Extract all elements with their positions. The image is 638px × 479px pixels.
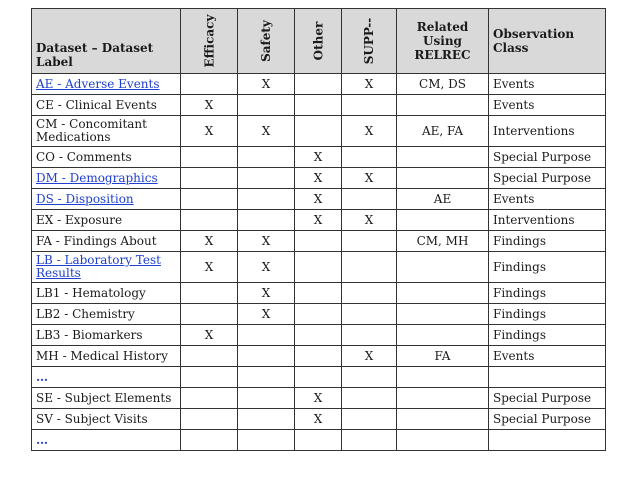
other-cell bbox=[295, 252, 342, 283]
table-row bbox=[32, 346, 606, 367]
other-cell bbox=[295, 346, 342, 367]
observation-class-cell: Interventions bbox=[489, 116, 606, 147]
dataset-label: LB3 - Biomarkers bbox=[36, 328, 143, 342]
supp-cell bbox=[342, 231, 397, 252]
other-cell bbox=[295, 430, 342, 451]
dataset-label-cell bbox=[32, 346, 181, 367]
supp-cell bbox=[342, 189, 397, 210]
dataset-label-cell[interactable] bbox=[32, 189, 181, 210]
other-cell: X bbox=[295, 189, 342, 210]
safety-cell: X bbox=[238, 304, 295, 325]
dataset-label: LB2 - Chemistry bbox=[36, 307, 135, 321]
related-cell bbox=[397, 283, 489, 304]
dataset-label-cell[interactable] bbox=[32, 168, 181, 189]
supp-cell: X bbox=[342, 168, 397, 189]
safety-cell bbox=[238, 346, 295, 367]
safety-cell: X bbox=[238, 231, 295, 252]
safety-cell: X bbox=[238, 283, 295, 304]
other-cell bbox=[295, 304, 342, 325]
efficacy-cell bbox=[181, 367, 238, 388]
dataset-label-cell[interactable] bbox=[32, 252, 181, 283]
related-cell bbox=[397, 168, 489, 189]
header-supp-label: SUPP-- bbox=[361, 17, 376, 65]
supp-cell bbox=[342, 409, 397, 430]
other-cell bbox=[295, 283, 342, 304]
header-efficacy-label: Efficacy bbox=[201, 14, 216, 68]
ellipsis-text: … bbox=[36, 370, 49, 384]
dataset-label-cell bbox=[32, 304, 181, 325]
table-row bbox=[32, 231, 606, 252]
dataset-label-cell bbox=[32, 409, 181, 430]
supp-cell bbox=[342, 430, 397, 451]
related-cell bbox=[397, 388, 489, 409]
table-row bbox=[32, 147, 606, 168]
safety-cell: X bbox=[238, 116, 295, 147]
supp-cell bbox=[342, 388, 397, 409]
header-other bbox=[295, 9, 342, 74]
efficacy-cell bbox=[181, 430, 238, 451]
dataset-link[interactable]: LB - Laboratory Test Results bbox=[36, 253, 161, 280]
safety-cell bbox=[238, 210, 295, 231]
observation-class-cell: Events bbox=[489, 74, 606, 95]
related-cell bbox=[397, 430, 489, 451]
efficacy-cell bbox=[181, 168, 238, 189]
dataset-label: CO - Comments bbox=[36, 150, 132, 164]
safety-cell bbox=[238, 168, 295, 189]
observation-class-cell: Special Purpose bbox=[489, 409, 606, 430]
dataset-label: CE - Clinical Events bbox=[36, 98, 157, 112]
related-cell: AE, FA bbox=[397, 116, 489, 147]
observation-class-cell: Interventions bbox=[489, 210, 606, 231]
dataset-label: CM - Concomitant Medications bbox=[36, 117, 147, 144]
observation-class-cell: Findings bbox=[489, 304, 606, 325]
table-row bbox=[32, 95, 606, 116]
supp-cell: X bbox=[342, 116, 397, 147]
efficacy-cell: X bbox=[181, 116, 238, 147]
safety-cell bbox=[238, 367, 295, 388]
dataset-label: LB1 - Hematology bbox=[36, 286, 146, 300]
supp-cell bbox=[342, 325, 397, 346]
observation-class-cell: Findings bbox=[489, 325, 606, 346]
table-row bbox=[32, 74, 606, 95]
efficacy-cell bbox=[181, 388, 238, 409]
supp-cell bbox=[342, 283, 397, 304]
table-row bbox=[32, 189, 606, 210]
efficacy-cell bbox=[181, 346, 238, 367]
header-observation-class: Observation Class bbox=[489, 9, 606, 74]
table-row bbox=[32, 409, 606, 430]
observation-class-cell bbox=[489, 430, 606, 451]
dataset-label: FA - Findings About bbox=[36, 234, 157, 248]
header-dataset: Dataset – Dataset Label bbox=[32, 9, 181, 74]
dataset-label: SE - Subject Elements bbox=[36, 391, 172, 405]
dataset-label-cell bbox=[32, 430, 181, 451]
supp-cell: X bbox=[342, 74, 397, 95]
observation-class-cell: Special Purpose bbox=[489, 168, 606, 189]
dataset-label: EX - Exposure bbox=[36, 213, 123, 227]
other-cell: X bbox=[295, 168, 342, 189]
observation-class-cell bbox=[489, 367, 606, 388]
header-row bbox=[32, 9, 606, 74]
table-row bbox=[32, 210, 606, 231]
related-cell: CM, MH bbox=[397, 231, 489, 252]
dataset-label-cell bbox=[32, 210, 181, 231]
safety-cell bbox=[238, 388, 295, 409]
table-row bbox=[32, 367, 606, 388]
table-row bbox=[32, 252, 606, 283]
header-supp bbox=[342, 9, 397, 74]
supp-cell: X bbox=[342, 346, 397, 367]
dataset-link[interactable]: DS - Disposition bbox=[36, 192, 134, 206]
table-row bbox=[32, 388, 606, 409]
dataset-label-cell bbox=[32, 325, 181, 346]
table-body bbox=[32, 74, 606, 451]
efficacy-cell bbox=[181, 147, 238, 168]
table-row bbox=[32, 430, 606, 451]
header-related: Related Using RELREC bbox=[397, 9, 489, 74]
table-row bbox=[32, 283, 606, 304]
efficacy-cell: X bbox=[181, 325, 238, 346]
dataset-label-cell bbox=[32, 147, 181, 168]
table-row bbox=[32, 304, 606, 325]
dataset-link[interactable]: DM - Demographics bbox=[36, 171, 158, 185]
supp-cell bbox=[342, 367, 397, 388]
safety-cell: X bbox=[238, 74, 295, 95]
other-cell: X bbox=[295, 409, 342, 430]
dataset-link[interactable]: AE - Adverse Events bbox=[36, 77, 160, 91]
related-cell bbox=[397, 325, 489, 346]
other-cell bbox=[295, 74, 342, 95]
dataset-label: MH - Medical History bbox=[36, 349, 168, 363]
dataset-label-cell bbox=[32, 231, 181, 252]
observation-class-cell: Special Purpose bbox=[489, 147, 606, 168]
efficacy-cell bbox=[181, 210, 238, 231]
efficacy-cell bbox=[181, 74, 238, 95]
ellipsis-text: … bbox=[36, 433, 49, 447]
supp-cell: X bbox=[342, 210, 397, 231]
other-cell bbox=[295, 325, 342, 346]
dataset-label: SV - Subject Visits bbox=[36, 412, 148, 426]
efficacy-cell bbox=[181, 304, 238, 325]
related-cell: AE bbox=[397, 189, 489, 210]
other-cell bbox=[295, 231, 342, 252]
safety-cell bbox=[238, 325, 295, 346]
efficacy-cell: X bbox=[181, 231, 238, 252]
observation-class-cell: Findings bbox=[489, 252, 606, 283]
related-cell bbox=[397, 367, 489, 388]
supp-cell bbox=[342, 95, 397, 116]
related-cell bbox=[397, 304, 489, 325]
other-cell: X bbox=[295, 147, 342, 168]
efficacy-cell: X bbox=[181, 95, 238, 116]
other-cell: X bbox=[295, 388, 342, 409]
dataset-label-cell bbox=[32, 95, 181, 116]
observation-class-cell: Events bbox=[489, 346, 606, 367]
table-row bbox=[32, 116, 606, 147]
observation-class-cell: Findings bbox=[489, 283, 606, 304]
other-cell bbox=[295, 367, 342, 388]
table-row bbox=[32, 325, 606, 346]
table-row bbox=[32, 168, 606, 189]
safety-cell bbox=[238, 430, 295, 451]
safety-cell bbox=[238, 95, 295, 116]
header-safety bbox=[238, 9, 295, 74]
observation-class-cell: Special Purpose bbox=[489, 388, 606, 409]
supp-cell bbox=[342, 147, 397, 168]
safety-cell: X bbox=[238, 252, 295, 283]
dataset-label-cell[interactable] bbox=[32, 74, 181, 95]
related-cell bbox=[397, 409, 489, 430]
efficacy-cell: X bbox=[181, 252, 238, 283]
other-cell: X bbox=[295, 210, 342, 231]
related-cell: FA bbox=[397, 346, 489, 367]
safety-cell bbox=[238, 409, 295, 430]
dataset-label-cell bbox=[32, 116, 181, 147]
dataset-table bbox=[31, 8, 606, 451]
dataset-label-cell bbox=[32, 367, 181, 388]
supp-cell bbox=[342, 252, 397, 283]
related-cell bbox=[397, 147, 489, 168]
safety-cell bbox=[238, 189, 295, 210]
efficacy-cell bbox=[181, 189, 238, 210]
related-cell bbox=[397, 252, 489, 283]
efficacy-cell bbox=[181, 283, 238, 304]
supp-cell bbox=[342, 304, 397, 325]
header-efficacy bbox=[181, 9, 238, 74]
related-cell bbox=[397, 95, 489, 116]
efficacy-cell bbox=[181, 409, 238, 430]
header-other-label: Other bbox=[311, 21, 325, 61]
header-safety-label: Safety bbox=[258, 20, 273, 62]
other-cell bbox=[295, 95, 342, 116]
dataset-label-cell bbox=[32, 283, 181, 304]
dataset-label-cell bbox=[32, 388, 181, 409]
related-cell bbox=[397, 210, 489, 231]
other-cell bbox=[295, 116, 342, 147]
related-cell: CM, DS bbox=[397, 74, 489, 95]
observation-class-cell: Findings bbox=[489, 231, 606, 252]
safety-cell bbox=[238, 147, 295, 168]
observation-class-cell: Events bbox=[489, 95, 606, 116]
observation-class-cell: Events bbox=[489, 189, 606, 210]
